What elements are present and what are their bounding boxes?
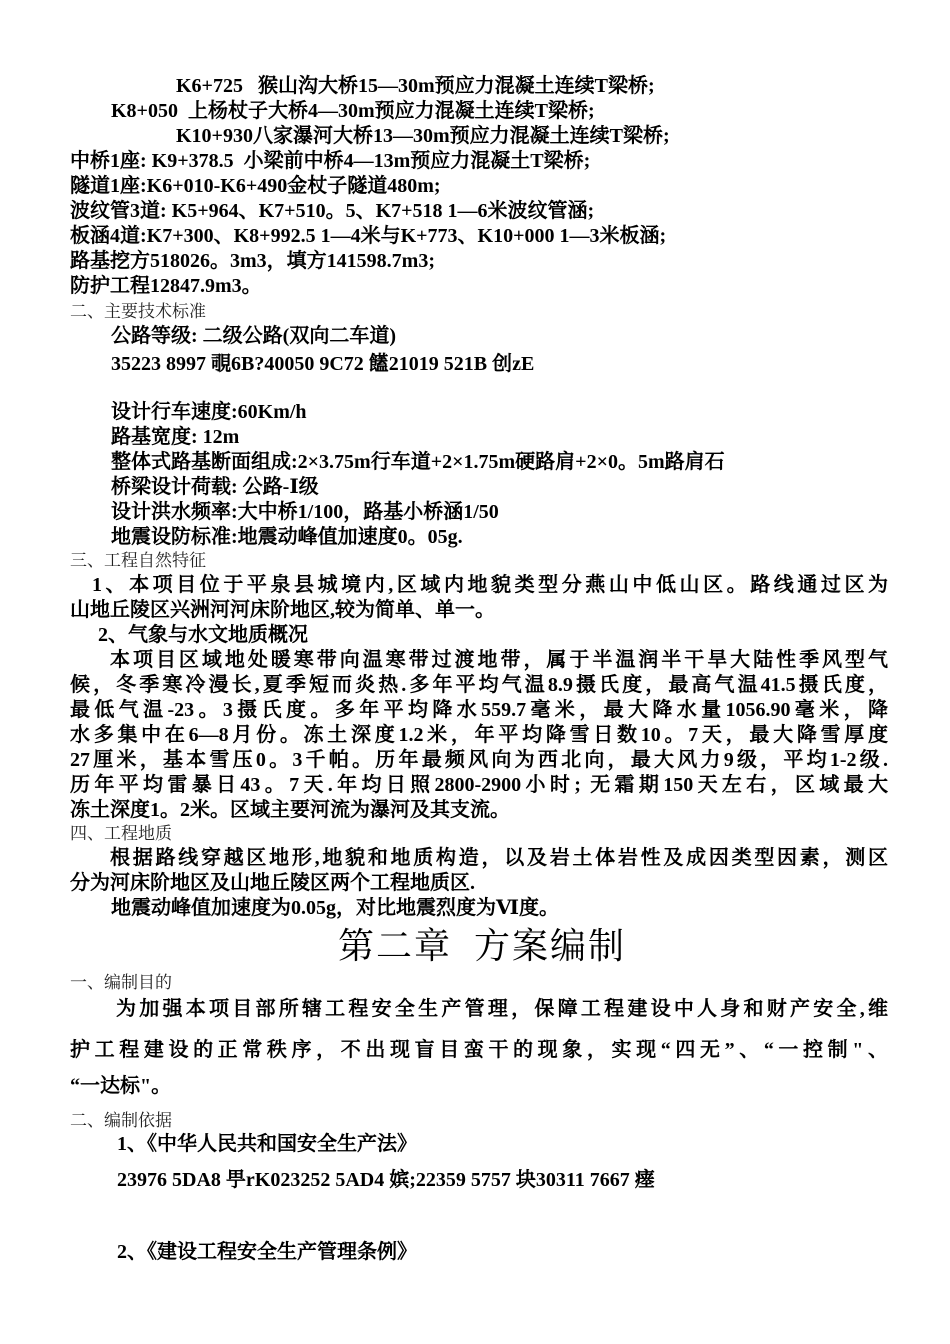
seismic-standard-line: 地震设防标准:地震动峰值加速度0。05g. <box>111 526 463 548</box>
climate-para-line3: 最低气温-23。3摄氏度。多年平均降水559.7毫米，最大降水量1056.90毫米，降 <box>70 699 888 721</box>
cross-section-line: 整体式路基断面组成:2×3.75m行车道+2×1.75m硬路肩+2×0。5m路肩石 <box>111 451 725 473</box>
tunnel-line: 隧道1座:K6+010-K6+490金杖子隧道480m; <box>70 175 441 197</box>
basis-item-1: 1、《中华人民共和国安全生产法》 <box>117 1133 417 1155</box>
seismic-intensity-line: 地震动峰值加速度为0.05g，对比地震烈度为Ⅵ度。 <box>111 897 559 919</box>
section-heading-basis: 二、编制依据 <box>70 1111 172 1130</box>
bridge-line-k6: K6+725 猴山沟大桥15—30m预应力混凝土连续T梁桥; <box>176 75 655 97</box>
climate-para-line2: 候，冬季寒冷漫长,夏季短而炎热.多年平均气温8.9摄氏度，最高气温41.5摄氏度， <box>70 674 888 696</box>
climate-para-line5: 27厘米，基本雪压0。3千帕。历年最频风向为西北向，最大风力9级，平均1-2级. <box>70 749 888 771</box>
flood-frequency-line: 设计洪水频率:大中桥1/100，路基小桥涵1/50 <box>111 501 499 523</box>
garbled-text-line: 23976 5DA8 甼rK023252 5AD4 嫔;22359 5757 块30311 7667 瘗 <box>117 1169 655 1191</box>
corrugated-pipe-line: 波纹管3道: K5+964、K7+510。5、K7+518 1—6米波纹管涵; <box>70 200 595 222</box>
climate-para-line7: 冻土深度1。2米。区域主要河流为瀑河及其支流。 <box>70 799 510 821</box>
basis-item-2: 2、《建设工程安全生产管理条例》 <box>117 1241 417 1263</box>
medium-bridge-line: 中桥1座: K9+378.5 小梁前中桥4—13m预应力混凝土T梁桥; <box>70 150 591 172</box>
climate-para-line6: 历年平均雷暴日43。7天.年均日照2800-2900小时; 无霜期150天左右，区域最大 <box>70 774 888 796</box>
earthwork-line: 路基挖方518026。3m3，填方141598.7m3; <box>70 250 435 272</box>
bridge-load-line: 桥梁设计荷载: 公路-Ⅰ级 <box>111 476 319 498</box>
geology-para-line1: 根据路线穿越区地形,地貌和地质构造，以及岩土体岩性及成因类型因素，测区 <box>110 847 888 869</box>
section-heading-natural-features: 三、工程自然特征 <box>70 551 206 570</box>
chapter-title: 第二章 方案编制 <box>338 926 627 966</box>
climate-para-line4: 水多集中在6—8月份。冻土深度1.2米，年平均降雪日数10。7天，最大降雪厚度 <box>70 724 888 746</box>
bridge-line-k10: K10+930八家瀑河大桥13—30m预应力混凝土连续T梁桥; <box>176 125 670 147</box>
protection-line: 防护工程12847.9m3。 <box>70 275 262 297</box>
bridge-line-k8: K8+050 上杨杖子大桥4—30m预应力混凝土连续T梁桥; <box>111 100 595 122</box>
climate-para-line1: 本项目区域地处暖寒带向温寒带过渡地带，属于半温润半干旱大陆性季风型气 <box>110 649 888 671</box>
road-grade-line: 公路等级: 二级公路(双向二车道) <box>111 325 396 347</box>
garbled-text-line: 35223 8997 覗6B?40050 9C72 饚21019 521B 创zE <box>111 353 535 375</box>
section-heading-purpose: 一、编制目的 <box>70 973 172 992</box>
slab-culvert-line: 板涵4道:K7+300、K8+992.5 1—4米与K+773、K10+000 1—3米板涵; <box>70 225 667 247</box>
section-heading-geology: 四、工程地质 <box>70 824 172 843</box>
location-para-line1: 1、本项目位于平泉县城境内,区域内地貌类型分燕山中低山区。路线通过区为 <box>92 574 888 596</box>
geology-para-line2: 分为河床阶地区及山地丘陵区两个工程地质区. <box>70 872 475 894</box>
purpose-para-line1: 为加强本项目部所辖工程安全生产管理，保障工程建设中人身和财产安全,维 <box>116 998 888 1020</box>
section-heading-tech-standards: 二、主要技术标准 <box>70 302 206 321</box>
location-para-line2: 山地丘陵区兴洲河河床阶地区,较为简单、单一。 <box>70 599 495 621</box>
roadbed-width-line: 路基宽度: 12m <box>111 426 240 448</box>
climate-subheading: 2、气象与水文地质概况 <box>98 624 308 646</box>
purpose-para-line3: “一达标"。 <box>70 1075 172 1097</box>
design-speed-line: 设计行车速度:60Km/h <box>111 401 307 423</box>
purpose-para-line2: 护工程建设的正常秩序，不出现盲目蛮干的现象，实现“四无”、“一控制"、 <box>70 1039 888 1061</box>
